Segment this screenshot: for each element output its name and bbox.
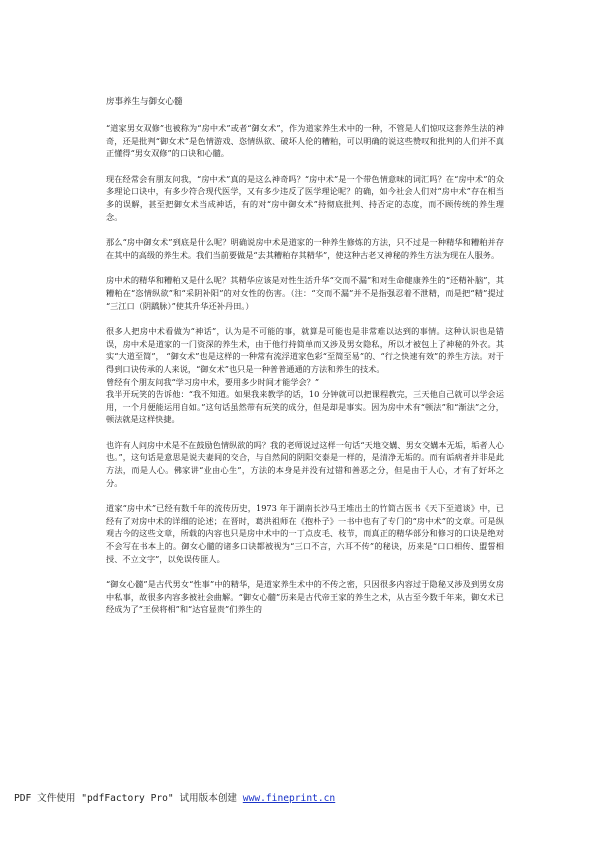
footer-link[interactable]: www.fineprint.cn	[242, 793, 336, 804]
paragraph-answer: 我半开玩笑的告诉他：“我不知道。如果我来教学的话，10 分钟就可以把课程教完，三天他自己就可以学会运用，一个月便能运用自如。”这句话虽然带有玩笑的成分，但是却是事实。因为房中术有“顿法”和“渐法”之分，顿法就是这样快捷。	[106, 389, 504, 425]
document-title: 房事养生与御女心髓	[106, 97, 183, 107]
paragraph-secret: “御女心髓”是古代男女“性事”中的精华，是道家养生术中的不传之密，只因很多内容过于隐秘又涉及到男女房中私事，故很多内容多被社会曲解。“御女心髓”历来是古代帝王家的养生之术，从古至今数千年来，御女术已经成为了“王侯将相”和“达官显贵”们养生的	[106, 579, 504, 615]
footer-text: PDF 文件使用 "pdfFactory Pro" 试用版本创建	[14, 793, 243, 804]
paragraph-essence: 房中术的精华和糟粕又是什么呢？其精华应该是对性生活升华“交而不漏”和对生命健康养生的“还精补脑”，其糟粕在“恣情纵欲”和“采阴补阳”的对女性的伤害。（注：“交而不漏”并不是指强忍着不泄精，而是把“精”提过 “三江口（阴蹻脉）”使其升华还补丹田。）	[106, 275, 504, 311]
paragraph-purity: 也许有人问房中术是不在鼓励色情纵欲的吗？我的老师说过这样一句话“天地交媾、男女交媾本无垢，垢者人心也。”，这句话是意思是说夫妻间的交合，与自然间的阴阳交泰是一样的，是清净无垢的。而有诟病者并非是此方法，而是人心。佛家讲“业由心生”，方法的本身是并没有过错和善恶之分，但是由于人心，才有了好坏之分。	[106, 439, 504, 488]
paragraph-intro: “道家男女双修”也被称为“房中术”或者“御女术”，作为道家养生术中的一种，不管是人们惊叹这套养生法的神奇，还是批判“御女术”是色情游戏、恣情纵欲、破坏人伦的糟粕，可以明确的说这些赞叹和批判的人们并不真正懂得“男女双修”的口诀和心髓。	[106, 123, 504, 159]
pdf-footer	[14, 790, 574, 804]
paragraph-friend-question: 曾经有个朋友问我“学习房中术，要用多少时间才能学会？”	[106, 376, 320, 387]
paragraph-questions: 现在经常会有朋友问我，“房中术”真的是这么神奇吗？“房中术”是一个带色情意味的词汇吗？在“房中术”的众多理论口诀中，有多少符合现代医学，又有多少违反了医学理论呢？的确，如今社会人们对“房中术”存在相当多的误解，甚至把御女术当成神话，有的对“房中御女术”持彻底批判、持否定的态度，而不顾传统的养生理念。	[106, 173, 504, 222]
document-page	[106, 96, 504, 629]
paragraph-history: 道家“房中术”已经有数千年的流传历史，1973 年于湖南长沙马王堆出土的竹简古医书《天下至道谈》中，已经有了对房中术的详细的论述；在晋时，葛洪祖师在《抱朴子》一书中也有了专门的“房中术”的文章。可是纵观古今的这些文章，所载的内容也只是房中术中的一丁点皮毛、枝节，而真正的精华部分和修习的口诀是绝对不会写在书本上的。御女心髓的诸多口诀都被视为“三口不言，六耳不传”的秘诀，历来是“口口相传、盟誓相授、不立文字”，以免误传匪人。	[106, 503, 504, 564]
paragraph-myth: 很多人把房中术看做为“神话”，认为是不可能的事，就算是可能也是非常难以达到的事情。这种认识也是错误，房中术是道家的一门资深的养生术，由于他行持简单而又涉及男女隐私，所以才被包上了神秘的外衣。其实“大道至简”， “御女术”也是这样的一种常有流浮道家色彩“至简至易”的、“行之快速有效”的养生方法。对于得到口诀传承的人来说，“御女术”也只是一种普普通通的方法和养生的技术。	[106, 326, 504, 374]
paragraph-definition: 那么“房中御女术”到底是什么呢？明确说房中术是道家的一种养生修炼的方法，只不过是一种精华和糟粕并存在其中的高级的养生术。我们当前要做是“去其糟粕存其精华”，使这种古老又神秘的养生方法为现在人服务。	[106, 237, 504, 260]
